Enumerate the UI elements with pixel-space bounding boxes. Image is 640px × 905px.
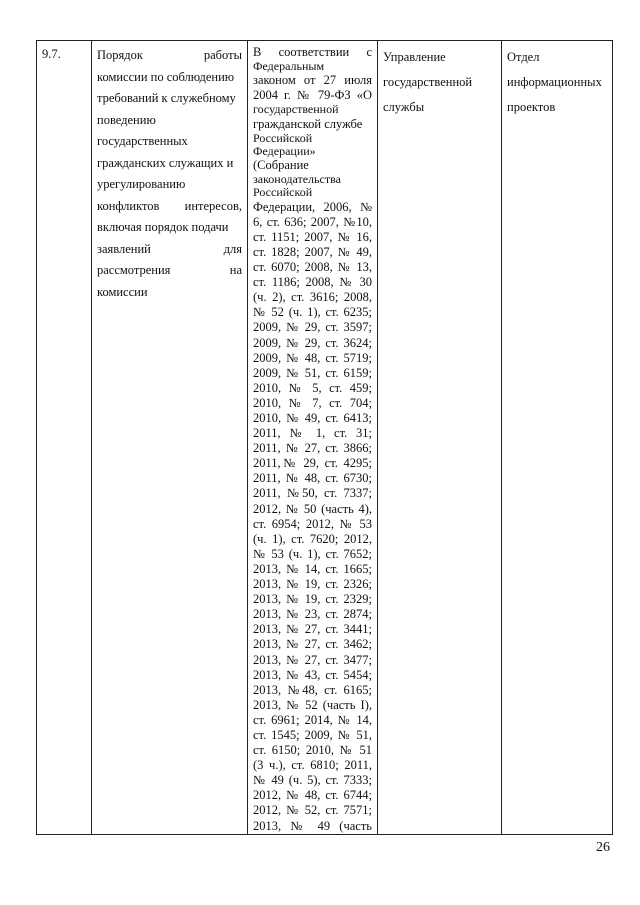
legal-basis-line: 2010, № 5, ст. 459; xyxy=(253,380,372,395)
legal-basis-line: 6, ст. 636; 2007, №10, xyxy=(253,214,372,229)
legal-basis-line: 2013, № 27, ст. 3441; xyxy=(253,622,372,637)
legal-basis-line: 2013, № 27, ст. 3477; xyxy=(253,652,372,667)
description-line: комиссии по соблюдению xyxy=(97,69,235,84)
legal-basis-line: 2011,№ 29, ст. 4295; xyxy=(253,456,372,471)
legal-basis-line: Российской xyxy=(253,131,313,145)
description-line: государственных xyxy=(97,134,188,148)
legal-basis-line: 2010, № 49, ст. 6413; xyxy=(253,411,372,425)
executor-cell xyxy=(502,41,613,835)
legal-basis-line: 2012, № 52, ст. 7571; xyxy=(253,803,372,818)
description-line: урегулированию xyxy=(97,177,186,191)
executor-line: проектов xyxy=(507,100,556,114)
description-line: конфликтов интересов, xyxy=(97,198,242,213)
description-cell xyxy=(92,41,248,835)
legal-basis-line: ст. 6070; 2008, № 13, xyxy=(253,260,372,275)
item-number: 9.7. xyxy=(42,47,61,61)
legal-basis-line: 2013, №48, ст. 6165; xyxy=(253,682,372,697)
legal-basis-line: 2013, № 27, ст. 3462; xyxy=(253,637,372,652)
legal-basis-line: 2011, № 1, ст. 31; xyxy=(253,426,372,441)
description-line: заявлений для xyxy=(97,241,242,256)
legal-basis-line: Российской xyxy=(253,186,313,200)
legal-basis-line: № 52 (ч. 1), ст. 6235; xyxy=(253,305,372,320)
legal-basis-line: ст. 6150; 2010, № 51 xyxy=(253,743,372,758)
executor-line: информационных xyxy=(507,75,602,89)
legal-basis-line: гражданской службе xyxy=(253,116,363,131)
legal-basis-line: (3 ч.), ст. 6810; 2011, xyxy=(253,758,372,773)
description-line: рассмотрения на xyxy=(97,263,242,277)
legal-basis-line: 2012, № 50 (часть 4), xyxy=(253,501,372,516)
legal-basis-line: (ч. 2), ст. 3616; 2008, xyxy=(253,290,372,305)
description-line: Порядок работы xyxy=(97,48,242,62)
legal-basis-line: 2013, № 49 (часть xyxy=(253,818,372,833)
legal-basis-line: государственной xyxy=(253,103,339,117)
legal-basis-line: 2013, № 23, ст. 2874; xyxy=(253,607,372,622)
legal-basis-line: Федерации» xyxy=(253,144,316,158)
legal-basis-line: 2013, № 52 (часть I), xyxy=(253,697,372,712)
legal-basis-cell xyxy=(248,41,378,835)
table-row xyxy=(37,41,613,835)
legal-basis-line: Федерации, 2006, № xyxy=(253,199,372,214)
legal-basis-line: 2012, № 48, ст. 6744; xyxy=(253,788,372,803)
description-line: комиссии xyxy=(97,284,148,299)
legal-basis-line: 2011, № 27, ст. 3866; xyxy=(253,441,372,456)
legal-basis-line: ст. 6961; 2014, № 14, xyxy=(253,712,372,727)
department-line: службы xyxy=(383,100,425,114)
regulation-table xyxy=(36,40,613,835)
legal-basis-line: ст. 1545; 2009, № 51, xyxy=(253,727,372,742)
department-line: Управление xyxy=(383,50,446,64)
legal-basis-line: 2011, №50, ст. 7337; xyxy=(253,486,372,501)
legal-basis-line: 2009, № 48, ст. 5719; xyxy=(253,350,372,365)
legal-basis-line: 2013, № 43, ст. 5454; xyxy=(253,667,372,682)
legal-basis-line: Федеральным xyxy=(253,60,325,74)
legal-basis-line: № 49 (ч. 5), ст. 7333; xyxy=(253,773,372,788)
legal-basis-line: (Собрание xyxy=(253,158,309,173)
responsible-department-cell xyxy=(378,41,502,835)
legal-basis-line: 2004 г. № 79-ФЗ «О xyxy=(253,88,372,103)
page-number: 26 xyxy=(596,840,610,855)
description-line: поведению xyxy=(97,112,156,127)
legal-basis-line: ст. 6954; 2012, № 53 xyxy=(253,516,372,531)
legal-basis-line: законодательства xyxy=(253,173,341,187)
legal-basis-line: В соответствии с xyxy=(253,45,372,59)
description-line: гражданских служащих и xyxy=(97,155,234,170)
legal-basis-line: 2010, № 7, ст. 704; xyxy=(253,395,372,410)
legal-basis-line: 2013, № 14, ст. 1665; xyxy=(253,561,372,576)
description-line: требований к служебному xyxy=(97,91,236,105)
legal-basis-line: 2009, № 29, ст. 3597; xyxy=(253,320,372,335)
executor-line: Отдел xyxy=(507,50,540,64)
legal-basis-line: ст. 1151; 2007, № 16, xyxy=(253,229,372,244)
legal-basis-line: ст. 1186; 2008, № 30 xyxy=(253,275,372,290)
legal-basis-line: 2009, № 51, ст. 6159; xyxy=(253,365,372,380)
department-line: государственной xyxy=(383,75,473,89)
legal-basis-line: законом от 27 июля xyxy=(253,73,372,88)
legal-basis-line: № 53 (ч. 1), ст. 7652; xyxy=(253,546,372,561)
description-line: включая порядок подачи xyxy=(97,220,229,234)
legal-basis-line: ст. 1828; 2007, № 49, xyxy=(253,244,372,259)
legal-basis-line: 2013, № 19, ст. 2329; xyxy=(253,592,372,607)
item-number-cell xyxy=(37,41,92,835)
legal-basis-line: 2009, № 29, ст. 3624; xyxy=(253,335,372,350)
legal-basis-line: (ч. 1), ст. 7620; 2012, xyxy=(253,531,372,546)
legal-basis-line: 2011, № 48, ст. 6730; xyxy=(253,471,372,486)
legal-basis-line: 2013, № 19, ст. 2326; xyxy=(253,577,372,592)
